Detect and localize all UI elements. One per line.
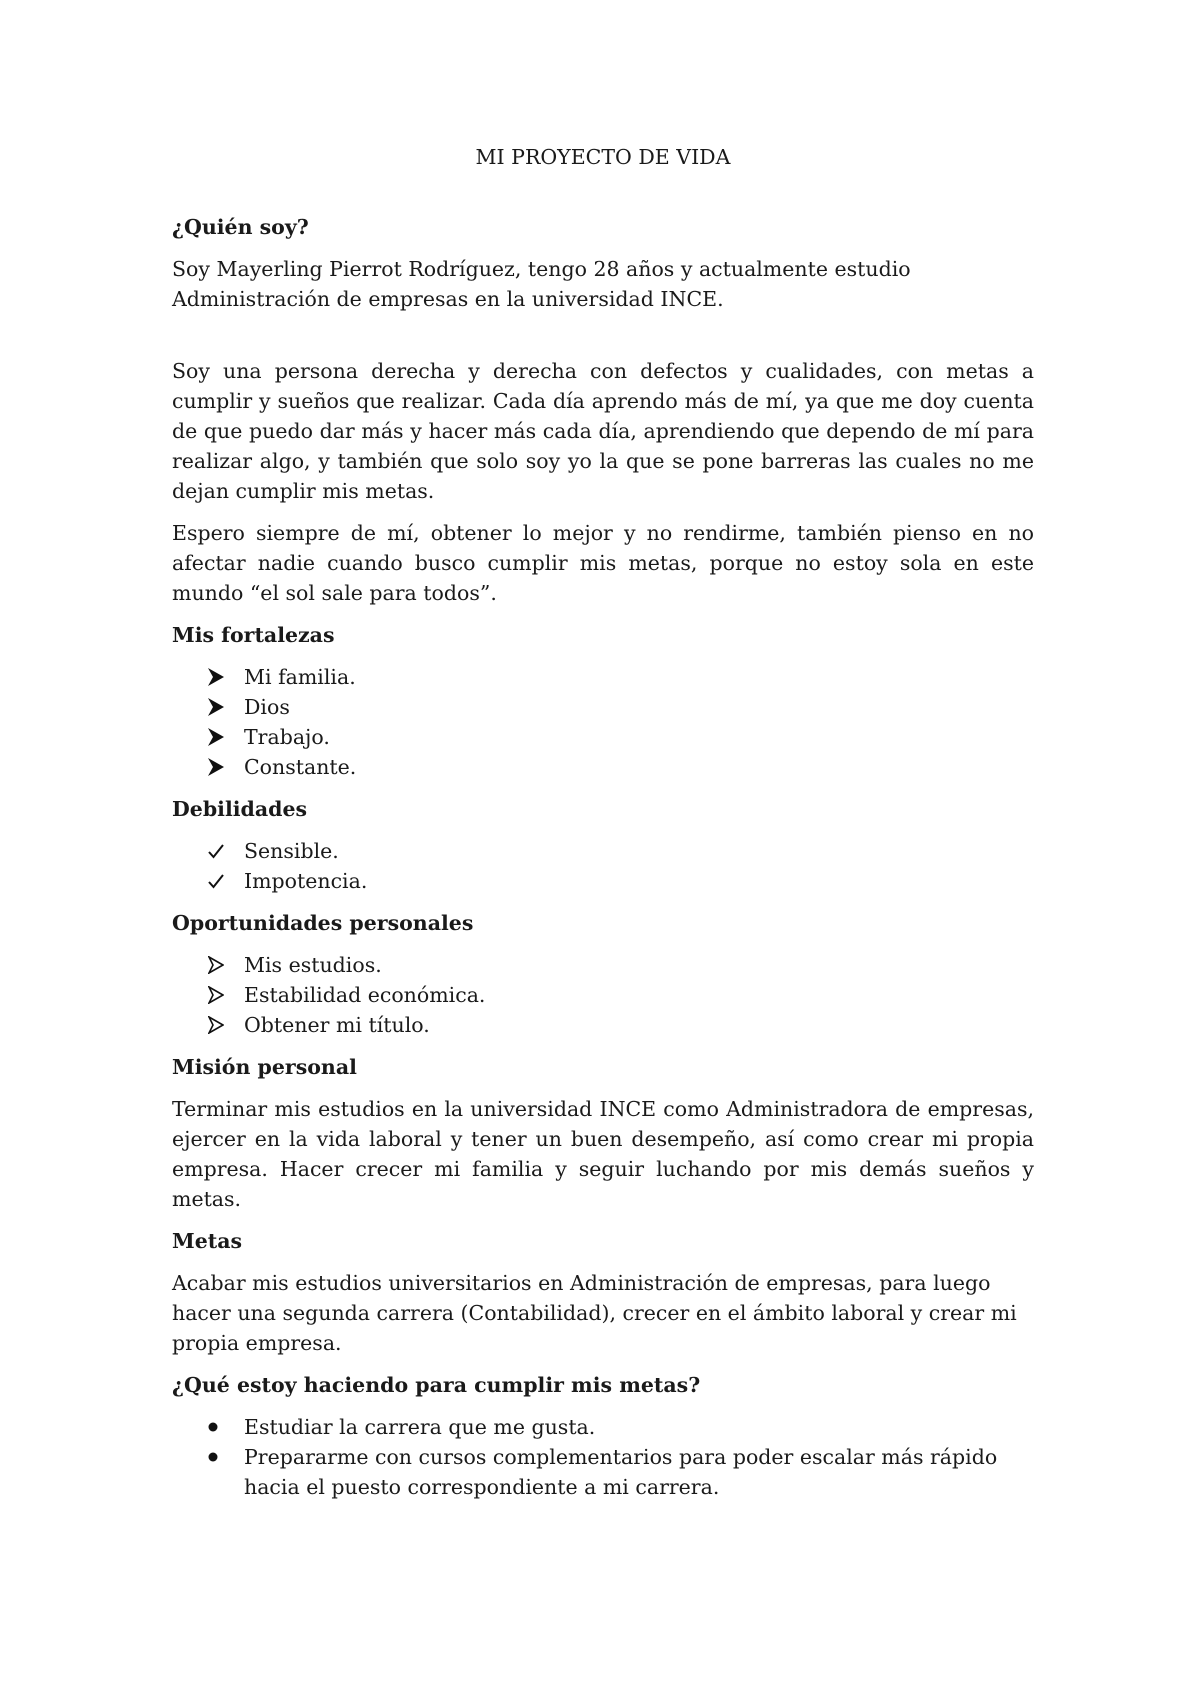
filled-arrow-bullet-icon — [208, 752, 232, 782]
paragraph-personality: Soy una persona derecha y derecha con defectos y cualidades, con metas a cumplir y sueños que realizar. Cada día aprendo más de mí, ya que me doy cuenta de que puedo dar más y hacer más cada día, aprendiendo que dependo de mí para realizar algo, y también que solo soy yo la que se pone barreras las cuales no me dejan cumplir mis metas. — [172, 359, 1034, 503]
list-item — [172, 980, 1034, 1010]
list-item-label: Estabilidad económica. — [244, 983, 486, 1007]
checkmark-bullet-icon — [208, 866, 232, 896]
list-item-label: Trabajo. — [244, 725, 330, 749]
blank-line — [172, 326, 1034, 356]
list-item — [172, 662, 1034, 692]
paragraph-expectations: Espero siempre de mí, obtener lo mejor y no rendirme, también pienso en no afectar nadie cuando busco cumplir mis metas, porque no estoy sola en este mundo “el sol sale para todos”. — [172, 521, 1034, 605]
paragraph-intro: Soy Mayerling Pierrot Rodríguez, tengo 28 años y actualmente estudio Administración de empresas en la universidad INCE. — [172, 257, 911, 311]
list-item — [172, 1412, 1034, 1442]
list-item-label: Obtener mi título. — [244, 1013, 430, 1037]
list-debilidades — [172, 836, 1034, 896]
section-heading-debilidades: Debilidades — [172, 797, 308, 821]
list-fortalezas — [172, 662, 1034, 782]
list-item — [172, 1442, 1034, 1502]
list-item — [172, 692, 1034, 722]
filled-arrow-bullet-icon — [208, 722, 232, 752]
list-item-label: Mi familia. — [244, 665, 356, 689]
section-heading-quien-soy: ¿Quién soy? — [172, 215, 309, 239]
document-title: MI PROYECTO DE VIDA — [475, 145, 731, 169]
document-body — [172, 142, 1034, 1514]
section-heading-haciendo: ¿Qué estoy haciendo para cumplir mis metas? — [172, 1373, 701, 1397]
list-item-label: Constante. — [244, 755, 357, 779]
section-heading-oportunidades: Oportunidades personales — [172, 911, 474, 935]
list-item — [172, 722, 1034, 752]
checkmark-bullet-icon — [208, 836, 232, 866]
list-item — [172, 836, 1034, 866]
list-item-label: Sensible. — [244, 839, 339, 863]
list-item — [172, 1010, 1034, 1040]
filled-arrow-bullet-icon — [208, 692, 232, 722]
outline-arrow-bullet-icon — [208, 980, 232, 1010]
list-item — [172, 950, 1034, 980]
list-item-label: Impotencia. — [244, 869, 368, 893]
section-heading-metas: Metas — [172, 1229, 243, 1253]
list-oportunidades — [172, 950, 1034, 1040]
outline-arrow-bullet-icon — [208, 1010, 232, 1040]
list-item-label: Estudiar la carrera que me gusta. — [244, 1415, 596, 1439]
list-haciendo — [172, 1412, 1034, 1502]
list-item — [172, 752, 1034, 782]
list-item-label: Dios — [244, 695, 290, 719]
list-item — [172, 866, 1034, 896]
list-item-label: Prepararme con cursos complementarios para poder escalar más rápido hacia el puesto correspondiente a mi carrera. — [244, 1445, 998, 1499]
outline-arrow-bullet-icon — [208, 950, 232, 980]
list-item-label: Mis estudios. — [244, 953, 382, 977]
round-dot-bullet-icon — [208, 1442, 232, 1472]
paragraph-metas: Acabar mis estudios universitarios en Administración de empresas, para luego hacer una segunda carrera (Contabilidad), crecer en el ámbito laboral y crear mi propia empresa. — [172, 1271, 1017, 1355]
round-dot-bullet-icon — [208, 1412, 232, 1442]
section-heading-fortalezas: Mis fortalezas — [172, 623, 335, 647]
section-heading-mision: Misión personal — [172, 1055, 357, 1079]
paragraph-mision: Terminar mis estudios en la universidad INCE como Administradora de empresas, ejercer en la vida laboral y tener un buen desempeño, así como crear mi propia empresa. Hacer crecer mi familia y seguir luchando por mis demás sueños y metas. — [172, 1097, 1034, 1211]
filled-arrow-bullet-icon — [208, 662, 232, 692]
